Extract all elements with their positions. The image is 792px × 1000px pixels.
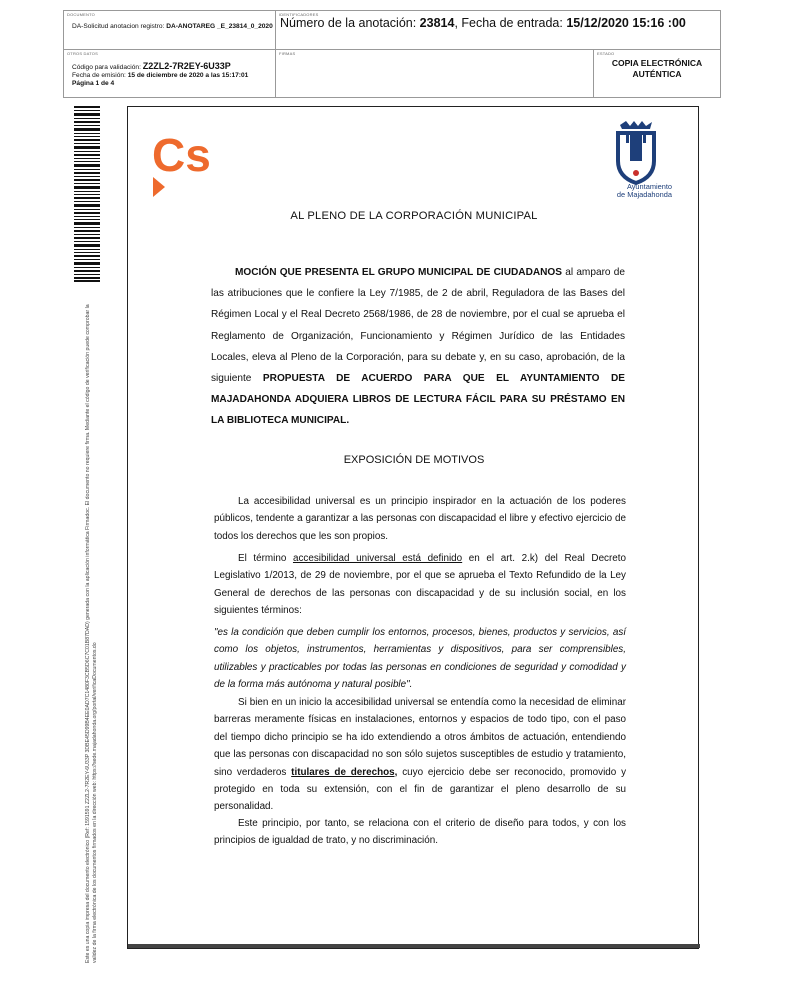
termino-paragraph: El término accesibilidad universal está definido en el art. 2.k) del Real Decreto Legislativo 1/2013, de 29 de noviembre, por el que se aprueba el Texto Refundido de la Ley General de derechos de las personas con discapacidad y de su inclusión social, en los siguientes términos: <box>214 553 627 617</box>
documento-cell <box>64 11 276 50</box>
scanned-page <box>127 106 699 949</box>
estado-value: COPIA ELECTRÓNICA AUTÉNTICA <box>611 58 703 79</box>
ciudadanos-logo <box>152 125 214 197</box>
verification-side-text: Este es una copia impresa del documento electrónico (Ref: 1591591 Z2ZL2-7R2EY-6U33P 3DBE45D99B4EE0AD7C1480F3CB5D6C7C01B87DAD) generada con la aplicación informática Firmadoc. El documento no requiere firma. Mediante el código de verificación puede comprobar la validez de la firma electrónica de los documentos firmados en la dirección web: https://sede.majadahonda.org/portal/verificaDocumentos.do <box>85 304 98 963</box>
otros-label: OTROS DATOS <box>67 51 98 56</box>
anotacion-text1: Número de la anotación: <box>280 16 420 30</box>
anotacion-fecha: 15/12/2020 15:16 :00 <box>566 16 686 30</box>
documento-label: DOCUMENTO <box>67 12 95 17</box>
sibien-paragraph: Si bien en un inicio la accesibilidad universal se entendía como la necesidad de eliminar barreras meramente físicas en instalaciones, entornos y espacios de todo tipo, con el paso del tiempo dicho principio se ha ido extendiendo a otros ámbitos de actuación, entendiendo que las personas con discapacidad no son sólo sujetos susceptibles de estudio y tratamiento, sino verdaderos titulares de derechos, cuyo ejercicio debe ser reconocido, promovido y protegido en toda su extensión, con el fin de garantizar el pleno desarrollo de su personalidad. <box>214 697 627 813</box>
titulares-derechos: titulares de derechos, <box>291 766 398 778</box>
firmas-cell <box>276 50 594 97</box>
anotacion-numero: 23814 <box>419 16 455 30</box>
estado-label: ESTADO <box>597 51 615 56</box>
scan-edge <box>128 944 700 948</box>
svg-text:Cs: Cs <box>152 129 211 181</box>
mocion-propuesta: PROPUESTA DE ACUERDO PARA QUE EL AYUNTAMIENTO DE MAJADAHONDA ADQUIERA LIBROS DE LECTURA FÁCIL PARA SU PRÉSTAMO EN LA BIBLIOTECA MUNICIPAL. <box>211 373 625 427</box>
quote-paragraph: "es la condición que deben cumplir los entornos, procesos, bienes, productos y servicios, así como los objetos, instrumentos, herramientas y dispositivos, para ser comprensibles, utilizables y practicables por todas las personas en condiciones de seguridad y comodidad y de la forma más autónoma y natural posible". <box>214 627 626 691</box>
otros-datos-cell <box>64 50 276 97</box>
barcode <box>74 106 100 282</box>
estado-cell <box>594 50 720 97</box>
mocion-lead: MOCIÓN QUE PRESENTA EL GRUPO MUNICIPAL DE CIUDADANOS <box>235 267 563 278</box>
mocion-paragraph <box>211 262 625 432</box>
fecha-emision: 15 de diciembre de 2020 a las 15:17:01 <box>127 72 249 80</box>
identificadores-label: IDENTIFICADORES <box>279 12 319 17</box>
exposicion-title: EXPOSICIÓN DE MOTIVOS <box>343 454 485 466</box>
mocion-body: al amparo de las atribuciones que le confiere la Ley 7/1985, de 2 de abril, Reguladora de las Bases del Régimen Local y el Real Decreto 2568/1986, de 28 de noviembre, por el cual se aprueba el Reglamento de Organización, Funcionamiento y Régimen Jurídico de las Entidades Locales, eleva al Pleno de la Corporación, para su debate y, en su caso, aprobación, de la siguiente <box>211 267 625 385</box>
documento-prefix: DA-Solicitud anotacion registro: <box>72 23 167 30</box>
page-title: AL PLENO DE LA CORPORACIÓN MUNICIPAL <box>290 210 538 222</box>
accesibilidad-definido: accesibilidad universal está definido <box>292 553 463 564</box>
accesibilidad-paragraph: La accesibilidad universal es un principio inspirador en la actuación de los poderes públicos, tendente a garantizar a las personas con discapacidad el libre y efectivo ejercicio de todos los derechos que les son propios. <box>214 496 626 542</box>
codigo-prefix: Código para validación: <box>72 64 143 71</box>
firmas-label: FIRMAS <box>279 51 296 56</box>
pagina-indicator: Página 1 de 4 <box>72 80 115 88</box>
documento-id: DA-ANOTAREG _E_23814_0_2020 <box>166 23 273 30</box>
principio-paragraph: Este principio, por tanto, se relaciona con el criterio de diseño para todos, y con los principios de igualdad de trato, y no discriminación. <box>214 818 626 847</box>
anotacion-text2: , Fecha de entrada: <box>454 16 567 30</box>
ayuntamiento-name: Ayuntamiento de Majadahonda <box>616 182 672 199</box>
document-header <box>63 10 721 98</box>
codigo-validacion[interactable]: Z2ZL2-7R2EY-6U33P <box>142 61 231 71</box>
identificadores-cell <box>276 11 720 50</box>
emision-prefix: Fecha de emisión: <box>72 72 128 80</box>
